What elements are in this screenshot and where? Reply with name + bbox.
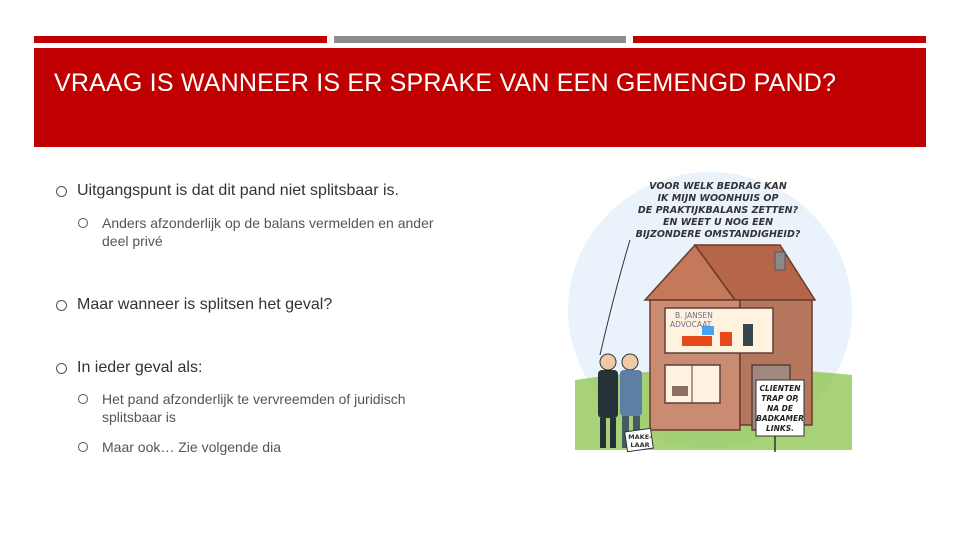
chimney (775, 252, 785, 270)
bullet-ring-icon (56, 186, 67, 197)
sub-bullet-item (78, 438, 448, 456)
bullet-ring-icon (78, 442, 88, 452)
title-band (34, 48, 926, 147)
man-head (600, 354, 616, 370)
speech-text (636, 181, 801, 240)
bullet-item (56, 296, 332, 314)
window-sign-line: ADVOCAAT (670, 320, 712, 329)
sub-bullet-text: Het pand afzonderlijk te vervreemden of juridisch splitsbaar is (102, 391, 406, 425)
woman-head (622, 354, 638, 370)
sub-bullet-item (78, 390, 448, 426)
bullet-text: Uitgangspunt is dat dit pand niet splitsbaar is. (77, 182, 399, 199)
window-sign (670, 311, 713, 329)
office-sofa (682, 336, 712, 346)
bullet-text: In ieder geval als: (77, 359, 203, 376)
bullet-ring-icon (56, 363, 67, 374)
header-rule-middle (334, 36, 626, 43)
office-chair (720, 332, 732, 346)
cartoon-illustration (560, 160, 860, 460)
bullet-text: Maar wanneer is splitsen het geval? (77, 296, 333, 313)
man-suit (598, 370, 618, 418)
door-sign-line: CLIENTEN (759, 384, 801, 393)
case-label-line: MAKE- (628, 433, 652, 441)
window-sign-line: B. JANSEN (675, 311, 713, 320)
man-leg (600, 418, 606, 448)
speech-line: EN WEET U NOG EEN (662, 217, 774, 228)
speech-line: VOOR WELK BEDRAG KAN (649, 181, 787, 192)
client-jacket (620, 370, 642, 416)
door-sign-line: LINKS. (766, 424, 794, 433)
bullet-item (56, 359, 202, 377)
sub-bullet-item (78, 214, 448, 250)
bullet-item (56, 182, 399, 200)
man-leg (610, 418, 616, 448)
door-sign-line: BADKAMER (756, 414, 804, 423)
door-sign-line: NA DE (766, 404, 794, 413)
speech-line: BIJZONDERE OMSTANDIGHEID? (635, 229, 801, 240)
briefcase-label (628, 433, 652, 449)
speech-line: IK MIJN WOONHUIS OP (657, 193, 779, 204)
header-rule-left (34, 36, 327, 43)
office-coat (743, 324, 753, 346)
bullet-ring-icon (78, 394, 88, 404)
slide-title: VRAAG IS WANNEER IS ER SPRAKE VAN EEN GEMENGD PAND? (54, 69, 837, 97)
bullet-ring-icon (56, 300, 67, 311)
sub-bullet-text: Maar ook… Zie volgende dia (102, 439, 281, 455)
case-label-line: LAAR (630, 441, 650, 449)
bullet-ring-icon (78, 218, 88, 228)
living-table (672, 386, 688, 396)
header-rule-right (633, 36, 926, 43)
door-sign-line: TRAP OP, (761, 394, 799, 403)
sub-bullet-text: Anders afzonderlijk op de balans vermelden en ander deel privé (102, 215, 434, 249)
speech-line: DE PRAKTIJKBALANS ZETTEN? (637, 205, 799, 216)
